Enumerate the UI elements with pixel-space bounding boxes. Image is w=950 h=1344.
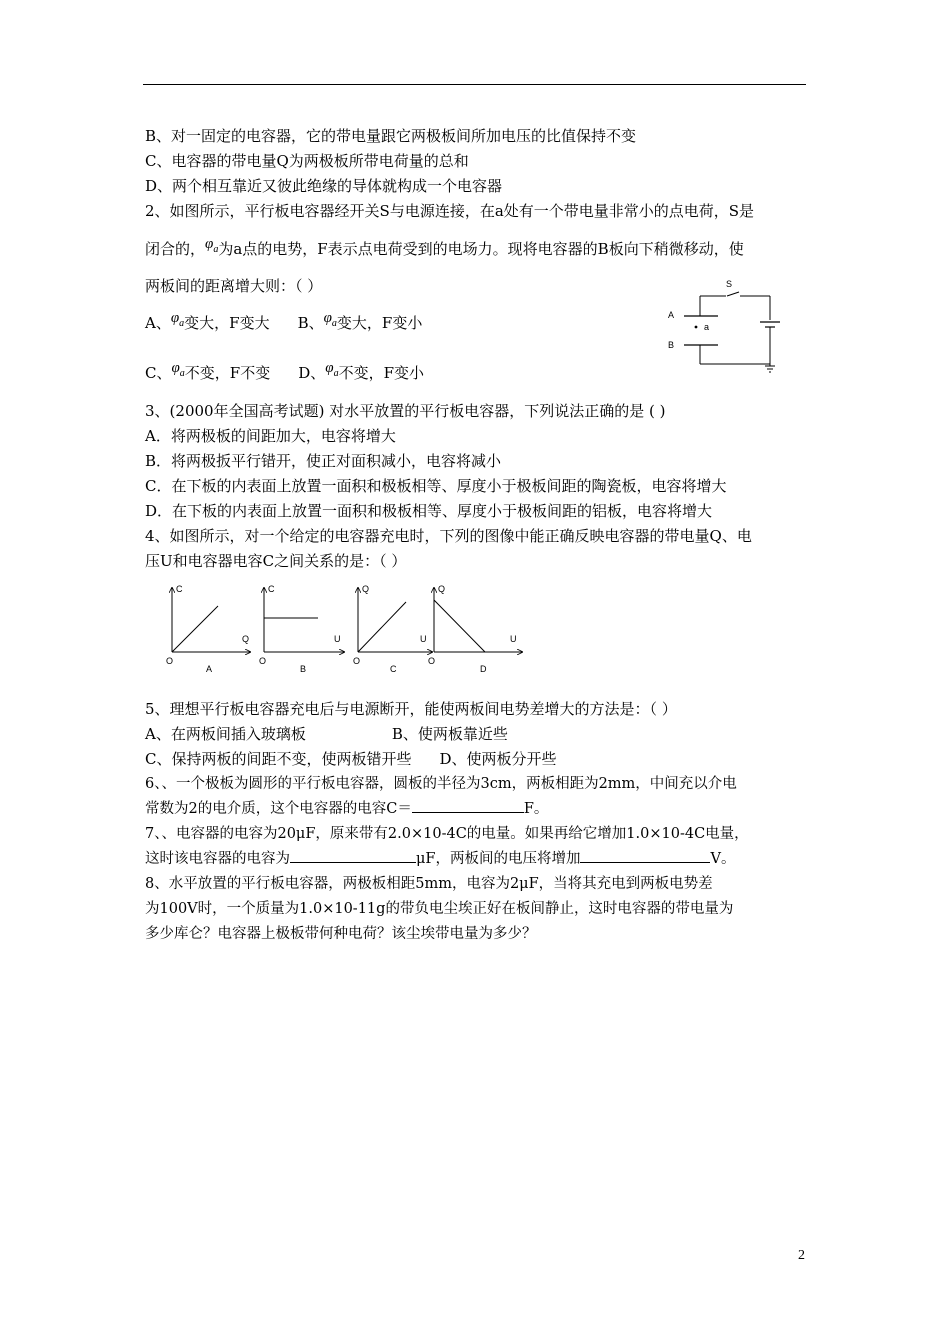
q6-line-1: 6、、一个极板为圆形的平行板电容器，圆板的半径为3cm，两板相距为2mm，中间充以介电 [145,776,737,792]
q2-line-3: 两板间的距离增大则：（ ） [145,277,323,295]
svg-text:O: O [259,656,267,666]
graph-a [166,584,250,674]
svg-text:U: U [334,634,341,644]
svg-text:Q: Q [362,584,370,594]
svg-text:U: U [420,634,427,644]
svg-text:C: C [268,584,275,594]
graph-b-label: B [300,664,307,674]
svg-text:O: O [428,656,436,666]
option-d-line: D、两个相互靠近又彼此绝缘的导体就构成一个电容器 [145,177,503,195]
capacitor-circuit-diagram [660,276,790,384]
switch-blade [727,292,739,296]
graph-a-line [172,606,218,652]
option-b-line: B、对一固定的电容器，它的带电量跟它两极板间所加电压的比值保持不变 [145,127,637,145]
svg-text:O: O [166,656,174,666]
phi-symbol: $\varphi_a$ [205,236,219,255]
svg-text:U: U [510,634,517,644]
q7-line-1: 7、、电容器的电容为20μF，原来带有2.0×10-4C的电量。如果再给它增加1.0×10-4C电量， [145,826,749,842]
q4-graphs [160,580,530,680]
q2-text-pre: 闭合的， [145,240,206,258]
point-label: a [704,322,710,332]
q6-line-2: 常数为2的电介质，这个电容器的电容C＝ F。 [145,797,548,821]
q8-line-3: 多少库仑？电容器上极板带何种电荷？该尘埃带电量为多少？ [145,926,537,942]
svg-text:Q: Q [438,584,446,594]
q7-line-2: 这时该电容器的电容为 μF，两板间的电压将增加 V。 [145,847,735,871]
q2-text-post: 为a点的电势，F表示点电荷受到的电场力。现将电容器的B板向下稍微移动，使 [218,240,744,258]
svg-text:C: C [176,584,183,594]
graph-d-line [434,600,485,652]
graph-d [428,584,522,674]
q5-stem: 5、理想平行板电容器充电后与电源断开，能使两板间电势差增大的方法是：（ ） [145,700,677,718]
graph-b [259,584,344,674]
phi-symbol: $\varphi_a$ [170,310,185,329]
page-number: 2 [798,1248,805,1263]
svg-text:Q: Q [242,634,250,644]
q4-line-1: 4、如图所示，对一个给定的电容器充电时，下列的图像中能正确反映电容器的带电量Q、电 [145,527,752,545]
phi-symbol: $\varphi_a$ [171,360,185,379]
q3-option-a: A．将两极板的间距加大，电容将增大 [145,427,396,445]
q7-capacitance-blank[interactable] [290,848,416,863]
graph-c-line [358,602,406,652]
phi-symbol: $\varphi_a$ [325,360,339,379]
plate-a-label: A [668,310,675,320]
option-c-line: C、电容器的带电量Q为两极板所带电荷量的总和 [145,152,469,170]
q2-line-1: 2、如图所示，平行板电容器经开关S与电源连接，在a处有一个带电量非常小的点电荷，S是 [145,202,755,220]
switch-label: S [726,279,733,289]
q8-line-2: 为100V时，一个质量为1.0×10-11g的带负电尘埃正好在板间静止，这时电容器的带电量为 [145,901,734,917]
q6-answer-blank[interactable] [412,798,524,813]
phi-symbol: $\varphi_a$ [323,310,337,329]
q2-options-ab: A、$\varphi_a$变大，F变大 B、$\varphi_a$变大，F变小 [145,310,423,332]
q4-line-2: 压U和电容器电容C之间关系的是：（ ） [145,552,407,570]
plate-b-label: B [668,340,675,350]
q3-option-c: C．在下板的内表面上放置一面积和极板相等、厚度小于极板间距的陶瓷板，电容将增大 [145,477,727,495]
q3-stem: 3、(2000年全国高考试题) 对水平放置的平行板电容器，下列说法正确的是 ( ) [145,402,666,420]
q7-voltage-blank[interactable] [580,848,710,863]
q3-option-b: B．将两极扳平行错开，使正对面积减小，电容将减小 [145,452,502,470]
q5-options-ab: A、在两板间插入玻璃板 B、使两板靠近些 [145,725,508,743]
q8-line-1: 8、水平放置的平行板电容器，两极板相距5mm，电容为2μF，当将其充电到两板电势差 [145,876,713,892]
graph-c [353,584,432,674]
q2-line-2 [145,237,744,268]
q3-option-d: D．在下板的内表面上放置一面积和极板相等、厚度小于极板间距的铝板，电容将增大 [145,502,713,520]
q2-options-cd: C、$\varphi_a$不变，F不变 D、$\varphi_a$不变，F变小 [145,360,424,382]
header-rule [143,84,806,85]
svg-text:O: O [353,656,361,666]
graph-a-label: A [206,664,213,674]
q5-options-cd: C、保持两板的间距不变，使两板错开些 D、使两板分开些 [145,750,557,768]
graph-d-label: D [480,664,487,674]
graph-c-label: C [390,664,397,674]
point-charge [695,326,698,329]
